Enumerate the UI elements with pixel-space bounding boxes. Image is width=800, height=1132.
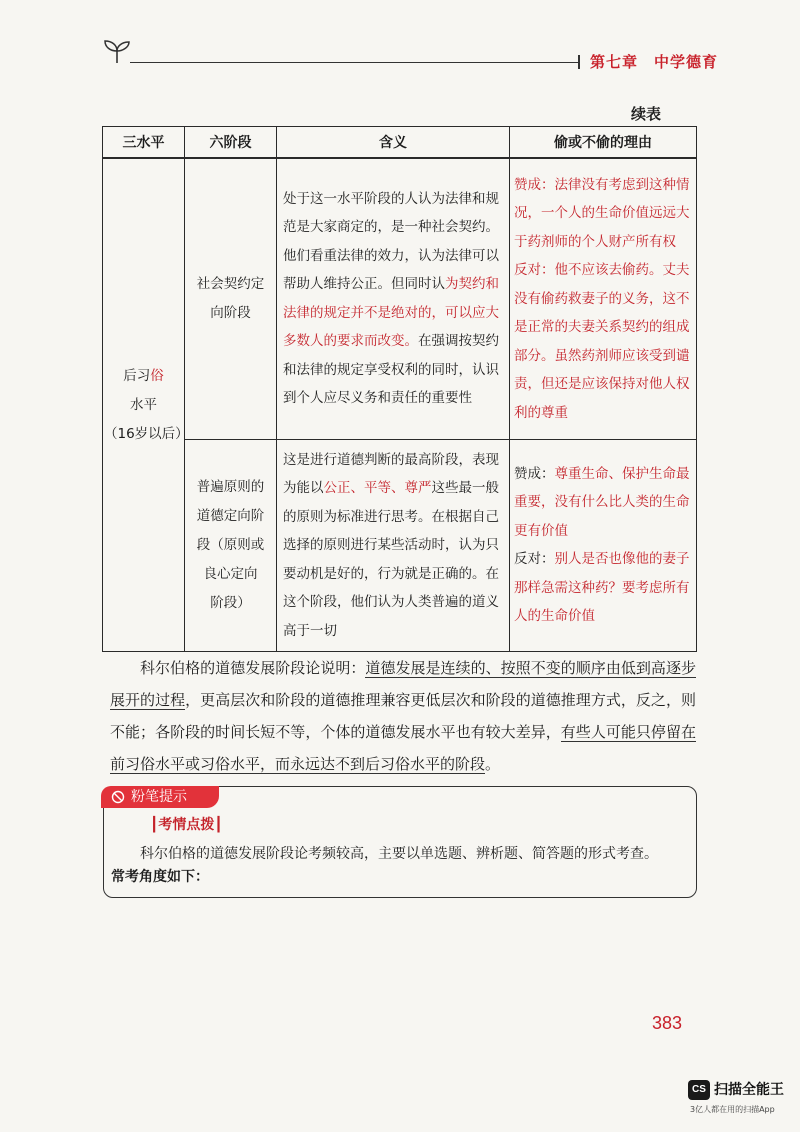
reason-cell-universal-principle <box>510 439 697 652</box>
meaning-text-annotated: 为契约和法律的规定并不是绝对的，可以应大多数人的要求而改变。 <box>283 276 499 350</box>
header-level: 三水平 <box>103 127 185 159</box>
meaning-text-annotated: 公正、平等、尊严 <box>323 480 432 496</box>
stage-label: 普遍原则的 <box>196 478 265 495</box>
paragraph-underlined-2: 有些人可能只停留在前习俗水平或习俗水平，而永远达不到后习俗水平的阶段 <box>110 723 696 773</box>
level-age: （16岁以后） <box>104 425 189 442</box>
table-header-row <box>103 127 697 159</box>
reason-pro: 赞成：法律没有考虑到这种情况，一个人的生命价值远远大于药剂师的个人财产所有权 <box>514 176 690 250</box>
reason-pro: 尊重生命、保护生命最重要，没有什么比人类的生命更有价值 <box>514 465 690 539</box>
meaning-cell-social-contract <box>277 158 510 439</box>
header-meaning: 含义 <box>277 127 510 159</box>
meaning-text: 在强调按契约和法律的规定享受权利的同时，认识到个人应尽义务和责任的重要性 <box>283 333 499 407</box>
reason-pro-label: 赞成： <box>514 465 555 482</box>
sprout-logo-icon <box>102 38 132 64</box>
paragraph-lead: 科尔伯格的道德发展阶段论说明： <box>140 659 366 677</box>
level-text: 后习 <box>123 367 151 384</box>
table-row <box>103 158 697 439</box>
moral-stage-table <box>102 126 697 652</box>
tip-text-bold: 常考角度如下： <box>111 869 209 885</box>
stage-label: 段（原则或 <box>196 536 265 553</box>
stage-label: 阶段） <box>210 594 251 611</box>
reason-con: 反对：他不应该去偷药。丈夫没有偷药救妻子的义务，这不是正常的夫妻关系契约的组成部分。虽然药剂师应该受到谴责，但还是应该保持对他人权利的尊重 <box>514 262 690 421</box>
paragraph-end: 。 <box>485 755 501 773</box>
reason-con: 别人是否也像他的妻子那样急需这种药？要考虑所有人的生命价值 <box>514 551 690 625</box>
tip-tag-label: 粉笔提示 <box>131 789 187 805</box>
header-rule <box>130 62 578 63</box>
page-number: 383 <box>652 1013 683 1033</box>
no-entry-icon <box>111 790 125 804</box>
tip-subtitle: ┃考情点拨┃ <box>150 817 223 833</box>
header-stage: 六阶段 <box>185 127 277 159</box>
header-divider <box>578 55 580 69</box>
chapter-title: 第七章 中学德育 <box>590 53 719 71</box>
paragraph-underlined-1: 道德发展是连续的、按照不变的顺序由低到高逐步展开的过程 <box>110 659 696 709</box>
table-continue-label: 续表 <box>631 105 662 123</box>
reason-cell-social-contract <box>510 158 697 439</box>
stage-cell-universal-principle <box>185 439 277 652</box>
level-text-marked: 俗 <box>150 367 164 384</box>
stage-label: 良心定向 <box>203 565 258 582</box>
paragraph-middle: ，更高层次和阶段的道德推理兼容更低层次和阶段的道德推理方式，反之，则不能；各阶段的时间长短不等，个体的道德发展水平也有较大差异， <box>110 691 696 741</box>
meaning-text: 这是进行道德判断的最高阶段，表现为能以 <box>283 451 499 496</box>
level-text-2: 水平 <box>130 396 157 413</box>
tip-tag <box>101 786 219 808</box>
header-reason: 偷或不偷的理由 <box>510 127 697 159</box>
watermark-title: 扫描全能王 <box>714 1082 784 1098</box>
stage-cell-social-contract <box>185 158 277 439</box>
level-cell <box>103 158 189 652</box>
stage-label: 社会契约定 <box>196 275 265 292</box>
reason-con-label: 反对： <box>514 551 555 568</box>
summary-paragraph <box>110 652 696 780</box>
stage-label: 向阶段 <box>210 304 251 321</box>
tip-text: 科尔伯格的道德发展阶段论考频较高，主要以单选题、辨析题、简答题的形式考查。 <box>140 846 658 862</box>
watermark-subtitle: 3亿人都在用的扫描App <box>690 1105 775 1114</box>
camscanner-logo: CS <box>688 1080 710 1100</box>
stage-label: 道德定向阶 <box>196 507 265 524</box>
meaning-text: 这些最一般的原则为标准进行思考。在根据自己选择的原则进行某些活动时，认为只要动机是好的，行为就是正确的。在这个阶段，他们认为人类普遍的道义高于一切 <box>283 480 499 639</box>
meaning-cell-universal-principle <box>277 439 510 652</box>
table-row <box>103 439 697 652</box>
meaning-text: 处于这一水平阶段的人认为法律和规范是大家商定的，是一种社会契约。他们看重法律的效力，认为法律可以帮助人维持公正。但同时认 <box>283 190 499 293</box>
